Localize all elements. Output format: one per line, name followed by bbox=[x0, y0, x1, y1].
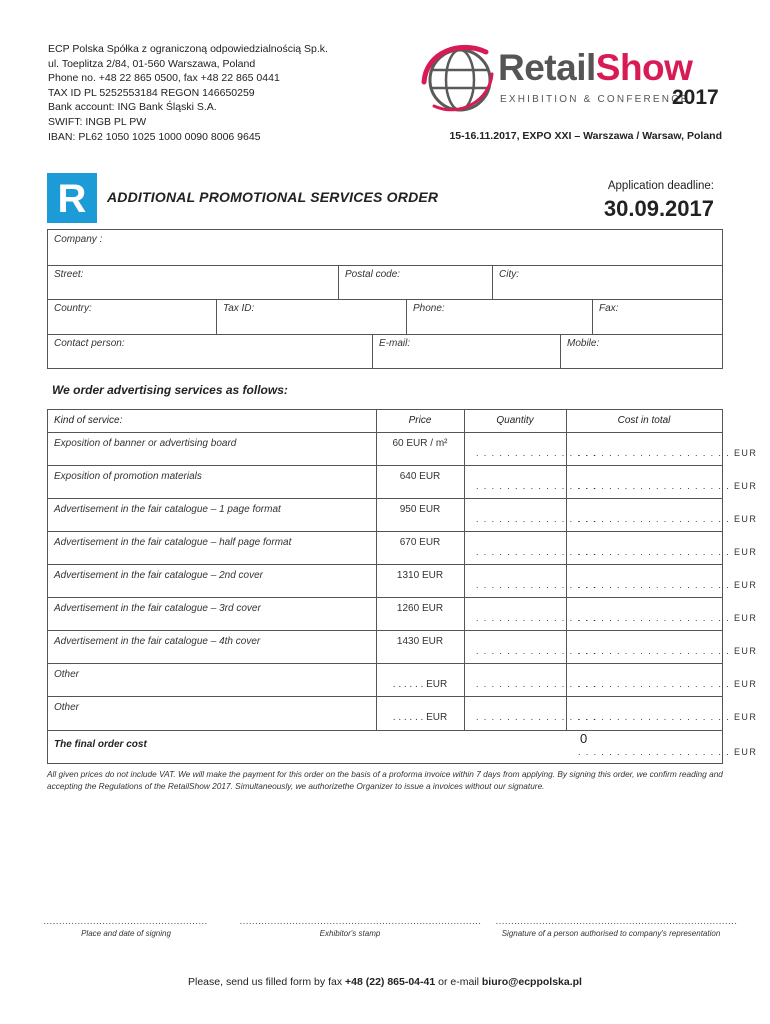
table-row bbox=[48, 663, 758, 696]
retailshow-logo bbox=[420, 42, 730, 114]
signature-line: .............................................................................. bbox=[240, 916, 482, 926]
table-row bbox=[48, 630, 758, 663]
signature-line: ..................................................... bbox=[43, 916, 209, 926]
cost-input[interactable]: . . . . . . . . . . . . . . . . . . . . EUR bbox=[578, 514, 758, 524]
column-header-price: Price bbox=[408, 415, 432, 426]
quantity-input[interactable]: . . . . . . . . . . . . . . . . bbox=[476, 580, 597, 590]
country-field-label: Country: bbox=[54, 303, 92, 314]
cost-input[interactable]: . . . . . . . . . . . . . . . . . . . . EUR bbox=[578, 679, 758, 689]
final-cost-row bbox=[48, 730, 758, 764]
phone-field-label: Phone: bbox=[413, 303, 445, 314]
logo-retail-text: Retail bbox=[498, 47, 596, 88]
company-address-block bbox=[48, 42, 328, 144]
company-phone: Phone no. +48 22 865 0500, fax +48 22 865 0441 bbox=[48, 72, 280, 85]
cost-input[interactable]: . . . . . . . . . . . . . . . . . . . . EUR bbox=[578, 448, 758, 458]
quantity-input[interactable]: . . . . . . . . . . . . . . . . bbox=[476, 448, 597, 458]
service-name: Advertisement in the fair catalogue – 4th cover bbox=[54, 636, 261, 647]
event-date-location: 15-16.11.2017, EXPO XXI – Warszawa / Warsaw, Poland bbox=[449, 130, 722, 142]
column-header-quantity: Quantity bbox=[496, 415, 534, 426]
service-price: 640 EUR bbox=[399, 471, 441, 482]
table-row bbox=[48, 465, 758, 498]
footer-email[interactable]: biuro@ecppolska.pl bbox=[481, 976, 582, 988]
service-name: Other bbox=[54, 669, 80, 680]
country-field[interactable] bbox=[48, 299, 216, 334]
logo-year: 2017 bbox=[672, 86, 719, 109]
contact-person-field-label: Contact person: bbox=[54, 338, 125, 349]
table-row bbox=[48, 696, 758, 729]
column-header-cost: Cost in total bbox=[617, 415, 671, 426]
postal-code-field-label: Postal code: bbox=[345, 269, 401, 280]
logo-show-text: Show bbox=[595, 47, 693, 88]
deadline-label: Application deadline: bbox=[607, 180, 714, 192]
table-row bbox=[48, 432, 758, 465]
service-name: Other bbox=[54, 702, 80, 713]
company-details-form bbox=[47, 229, 723, 369]
company-tax-id: TAX ID PL 5252553184 REGON 146650259 bbox=[48, 86, 255, 99]
quantity-input[interactable]: . . . . . . . . . . . . . . . . bbox=[476, 646, 597, 656]
place-date-label: Place and date of signing bbox=[81, 929, 171, 938]
exhibitor-stamp-area[interactable] bbox=[240, 916, 482, 938]
email-field-label: E-mail: bbox=[379, 338, 411, 349]
globe-logo-icon bbox=[420, 42, 496, 114]
table-row bbox=[48, 564, 758, 597]
company-bank: Bank account: ING Bank Śląski S.A. bbox=[48, 101, 217, 114]
stamp-label: Exhibitor's stamp bbox=[319, 929, 381, 938]
service-price: 670 EUR bbox=[399, 537, 441, 548]
fax-field[interactable] bbox=[593, 299, 722, 334]
city-field[interactable] bbox=[493, 265, 722, 299]
other-price-input[interactable]: . . . . . . EUR bbox=[392, 679, 448, 690]
company-name: ECP Polska Spółka z ograniczoną odpowiedzialnością Sp.k. bbox=[48, 43, 328, 55]
deadline-value: 30.09.2017 bbox=[603, 196, 714, 221]
phone-field[interactable] bbox=[407, 299, 592, 334]
contact-person-field[interactable] bbox=[48, 334, 372, 368]
service-price: 1310 EUR bbox=[396, 570, 444, 581]
quantity-input[interactable]: . . . . . . . . . . . . . . . . bbox=[476, 613, 597, 623]
service-name: Advertisement in the fair catalogue – half page format bbox=[54, 537, 292, 548]
final-cost-dots: . . . . . . . . . . . . . . . . . . . . EUR bbox=[578, 747, 758, 757]
service-name: Exposition of banner or advertising board bbox=[54, 438, 237, 449]
quantity-input[interactable]: . . . . . . . . . . . . . . . . bbox=[476, 547, 597, 557]
mobile-field-label: Mobile: bbox=[567, 338, 600, 349]
quantity-input[interactable]: . . . . . . . . . . . . . . . . bbox=[476, 712, 597, 722]
mobile-field[interactable] bbox=[561, 334, 722, 368]
logo-subtitle: EXHIBITION & CONFERENCE bbox=[500, 94, 690, 105]
service-price: 60 EUR / m² bbox=[392, 438, 448, 449]
street-field-label: Street: bbox=[54, 269, 84, 280]
final-cost-label: The final order cost bbox=[54, 739, 147, 750]
service-price: 1430 EUR bbox=[396, 636, 444, 647]
service-price: 950 EUR bbox=[399, 504, 441, 515]
order-table bbox=[47, 409, 758, 764]
quantity-input[interactable]: . . . . . . . . . . . . . . . . bbox=[476, 481, 597, 491]
order-heading: We order advertising services as follows: bbox=[52, 383, 288, 397]
logo-wordmark bbox=[498, 46, 692, 90]
company-street: ul. Toeplitza 2/84, 01-560 Warszawa, Poland bbox=[48, 57, 256, 70]
service-name: Advertisement in the fair catalogue – 1 page format bbox=[54, 504, 281, 515]
cost-input[interactable]: . . . . . . . . . . . . . . . . . . . . EUR bbox=[578, 481, 758, 491]
final-cost-value[interactable]: 0 bbox=[580, 731, 588, 746]
authorised-signature[interactable] bbox=[496, 916, 738, 938]
footer-fax: +48 (22) 865-04-41 bbox=[345, 976, 436, 988]
cost-input[interactable]: . . . . . . . . . . . . . . . . . . . . EUR bbox=[578, 646, 758, 656]
authorised-label: Signature of a person authorised to company's representation bbox=[501, 929, 721, 938]
service-name: Exposition of promotion materials bbox=[54, 471, 202, 482]
footer-text-middle: or e-mail bbox=[435, 976, 482, 988]
column-header-service: Kind of service: bbox=[54, 415, 123, 426]
tax-id-field[interactable] bbox=[217, 299, 406, 334]
table-row bbox=[48, 597, 758, 630]
form-title: ADDITIONAL PROMOTIONAL SERVICES ORDER bbox=[107, 189, 439, 205]
company-iban: IBAN: PL62 1050 1025 1000 0090 8006 9645 bbox=[48, 130, 261, 143]
tax-id-field-label: Tax ID: bbox=[223, 303, 255, 314]
table-row bbox=[48, 498, 758, 531]
street-field[interactable] bbox=[48, 265, 338, 299]
company-swift: SWIFT: INGB PL PW bbox=[48, 115, 147, 128]
company-field[interactable] bbox=[48, 230, 722, 265]
disclaimer-text: All given prices do not include VAT. We will make the payment for this order on the basis of a proforma invoice within 7 days from applying. By signing this order, we confirm reading and accepting the Regulations of the RetailShow 2017. Simultaneously, we authorizethe Organizer to issue a invoices without our signature. bbox=[47, 769, 723, 791]
service-name: Advertisement in the fair catalogue – 2nd cover bbox=[54, 570, 264, 581]
cost-input[interactable]: . . . . . . . . . . . . . . . . . . . . EUR bbox=[578, 547, 758, 557]
signature-line: .............................................................................. bbox=[496, 916, 738, 926]
other-price-input[interactable]: . . . . . . EUR bbox=[392, 712, 448, 723]
email-field[interactable] bbox=[373, 334, 560, 368]
place-date-signature[interactable] bbox=[36, 916, 216, 938]
service-name: Advertisement in the fair catalogue – 3rd cover bbox=[54, 603, 261, 614]
postal-code-field[interactable] bbox=[339, 265, 492, 299]
service-price: 1260 EUR bbox=[396, 603, 444, 614]
cost-input[interactable]: . . . . . . . . . . . . . . . . . . . . EUR bbox=[578, 580, 758, 590]
city-field-label: City: bbox=[499, 269, 519, 280]
cost-input[interactable]: . . . . . . . . . . . . . . . . . . . . EUR bbox=[578, 613, 758, 623]
footer-text-before: Please, send us filled form by fax bbox=[188, 976, 345, 988]
footer-instructions bbox=[0, 976, 770, 988]
form-letter-badge: R bbox=[47, 173, 97, 223]
quantity-input[interactable]: . . . . . . . . . . . . . . . . bbox=[476, 514, 597, 524]
table-row bbox=[48, 531, 758, 564]
company-field-label: Company : bbox=[54, 234, 103, 245]
fax-field-label: Fax: bbox=[599, 303, 619, 314]
cost-input[interactable]: . . . . . . . . . . . . . . . . . . . . EUR bbox=[578, 712, 758, 722]
quantity-input[interactable]: . . . . . . . . . . . . . . . . bbox=[476, 679, 597, 689]
